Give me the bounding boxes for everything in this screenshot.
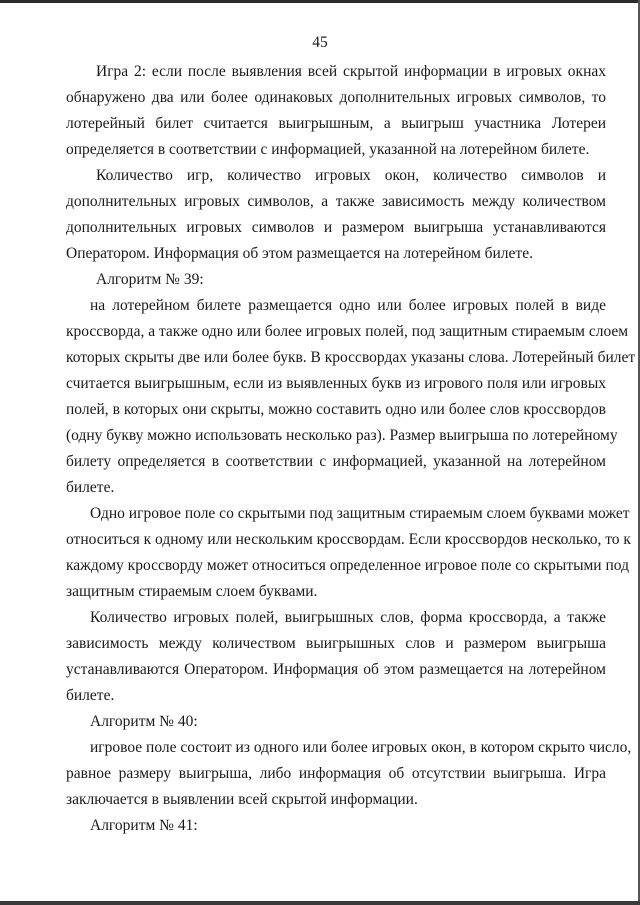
algorithm-heading: Алгоритм № 39: (96, 271, 204, 288)
text-line: обнаружено два или более одинаковых дополнительных игровых символов, то (66, 89, 606, 106)
text-line: дополнительных игровых символов и размером выигрыша устанавливаются (66, 219, 606, 236)
scan-bottom-edge (0, 901, 640, 905)
text-line: игровое поле состоит из одного или более игровых окон, в котором скрыто число, (90, 739, 632, 756)
text-line: равное размеру выигрыша, либо информация об отсутствии выигрыша. Игра (66, 765, 606, 782)
text-line: полей, в которых они скрыты, можно составить одно или более слов кроссвордов (66, 401, 606, 418)
text-line: определяется в соответствии с информацией, указанной на лотерейном билете. (66, 141, 590, 158)
text-line: Оператором. Информация об этом размещается на лотерейном билете. (66, 245, 533, 262)
text-line: Одно игровое поле со скрытыми под защитным стираемым слоем буквами может (90, 505, 630, 522)
text-line: заключается в выявлении всей скрытой информации. (66, 791, 418, 808)
text-line: билете. (66, 687, 115, 704)
text-line: которых скрыты две или более букв. В кроссвордах указаны слова. Лотерейный билет (66, 349, 636, 366)
text-line: Количество игровых полей, выигрышных слов, форма кроссворда, а также (90, 609, 606, 626)
text-line: билету определяется в соответствии с информацией, указанной на лотерейном (66, 453, 606, 470)
text-line: устанавливаются Оператором. Информация об этом размещается на лотерейном (66, 661, 606, 678)
text-line: Количество игр, количество игровых окон, количество символов и (96, 167, 606, 184)
text-line: каждому кроссворду может относиться определенное игровое поле со скрытыми под (66, 557, 629, 574)
text-line: дополнительных игровых символов, а также зависимость между количеством (66, 193, 606, 210)
algorithm-heading: Алгоритм № 40: (90, 713, 198, 730)
text-line: билете. (66, 479, 115, 496)
text-line: на лотерейном билете размещается одно или более игровых полей в виде (90, 297, 606, 314)
text-line: защитным стираемым слоем буквами. (66, 583, 318, 600)
text-line: лотерейный билет считается выигрышным, а выигрыш участника Лотереи (66, 115, 606, 132)
algorithm-heading: Алгоритм № 41: (90, 817, 198, 834)
page-number: 45 (312, 34, 328, 51)
text-line: (одну букву можно использовать несколько раз). Размер выигрыша по лотерейному (66, 427, 618, 444)
text-line: относиться к одному или нескольким кроссвордам. Если кроссвордов несколько, то к (66, 531, 631, 548)
text-line: зависимость между количеством выигрышных слов и размером выигрыша (66, 635, 606, 652)
text-line: Игра 2: если после выявления всей скрытой информации в игровых окнах (96, 63, 606, 80)
scan-top-edge (0, 0, 640, 3)
text-line: считается выигрышным, если из выявленных букв из игрового поля или игровых (66, 375, 606, 392)
text-line: кроссворда, а также одно или более игровых полей, под защитным стираемым слоем (66, 323, 629, 340)
